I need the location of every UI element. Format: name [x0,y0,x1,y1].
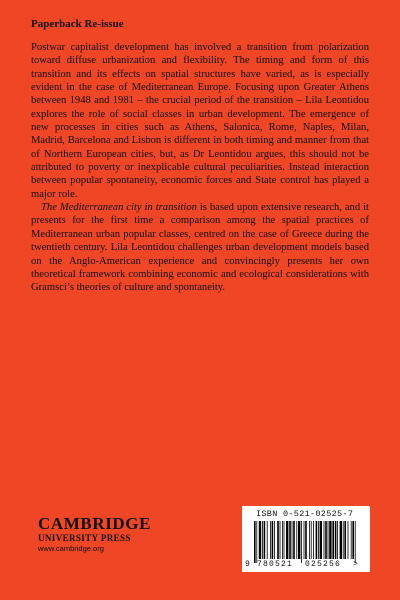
barcode-bar [262,521,263,559]
barcode-bar [325,521,327,559]
barcode-bar [256,521,257,563]
barcode-bar [320,521,322,559]
barcode-bar [304,521,305,559]
ean-quiet-zone-marker: > [353,560,358,569]
barcode-bar [264,521,266,559]
barcode-bar [316,521,318,559]
barcode-panel [242,506,370,572]
barcode-bar [298,521,300,559]
barcode-bar [344,521,346,559]
barcode-bar [286,521,288,559]
barcode-bar [343,521,344,559]
publisher-url: www.cambridge.org [38,544,104,553]
barcode-bar [328,521,329,559]
barcode-bar [289,521,291,559]
barcode-bar [274,521,275,559]
description-paragraph-1: Postwar capitalist development has involved a transition from polarization toward diffuse urbanization and flexibility. The timing and form of this transition and its effects on spatial structures have varied, as is especially evident in the case of Mediterranean Europe. Focusing upon Greater Athens between 1948 and 1981 – the crucial period of the transition – Lila Leontidou explores the role of social classes in urban development. The emergence of new processes in cities such as Athens, Salonica, Rome, Naples, Milan, Madrid, Barcelona and Lisbon is different in both timing and manner from that of Northern European cities, but, as Dr Leontidou argues, this should not be attributed to poverty or inexplicable cultural peculiarities. Instead interaction between popular spontaneity, economic forces and State control has played a major role. [31,42,369,200]
barcode-bar [337,521,338,559]
barcode-bar [292,521,293,559]
barcode-bar [305,521,307,559]
publisher-subtitle: UNIVERSITY PRESS [38,533,131,543]
barcode-bar [348,521,349,559]
barcode-bar [296,521,297,559]
barcode-bar [352,521,354,559]
description-text [31,41,369,295]
description-paragraph-2-text: is based upon extensive research, and it presents for the first time a comparison among the spatial practices of Mediterranean urban popular classes, centred on the case of Greece during the twentieth century. Lila Leontidou challenges urban development models based on the Anglo-American experience and convincingly presents her own theoretical framework combining economic and ecological considerations with Gramsci’s theories of culture and spontaneity. [31,202,369,294]
barcode-bar [351,521,352,559]
description-paragraph-2 [31,201,369,294]
barcode-bar [270,521,271,559]
barcode-bar [267,521,268,559]
barcode-bar [318,521,319,559]
book-title-italic: The Mediterranean city in transition [41,202,197,214]
ean-left-digits: 780521 [257,560,294,569]
barcode-bar [301,521,302,563]
barcode-bar [277,521,279,559]
isbn-label: ISBN 0-521-02525-7 [256,509,354,519]
barcode-bar [332,521,334,559]
barcode-bar [311,521,312,559]
barcode-bar [259,521,261,559]
publisher-logo [38,515,208,565]
barcode-bar [313,521,314,559]
barcode-bar [254,521,256,563]
barcode-bar [284,521,285,559]
barcode-bar [335,521,337,559]
barcode-bar [329,521,331,559]
ean-right-digits: 025256 [305,560,342,569]
barcode-bar [324,521,325,559]
section-heading: Paperback Re-issue [31,18,124,30]
barcode-bar [282,521,283,559]
barcode-bar [293,521,295,559]
barcode-bar [355,521,356,563]
barcode-bar [340,521,342,559]
barcode-bar [280,521,281,559]
barcode-bar [272,521,274,559]
barcode-bar [309,521,310,559]
ean-first-digit: 9 [245,560,250,569]
publisher-name: CAMBRIDGE [38,514,152,533]
